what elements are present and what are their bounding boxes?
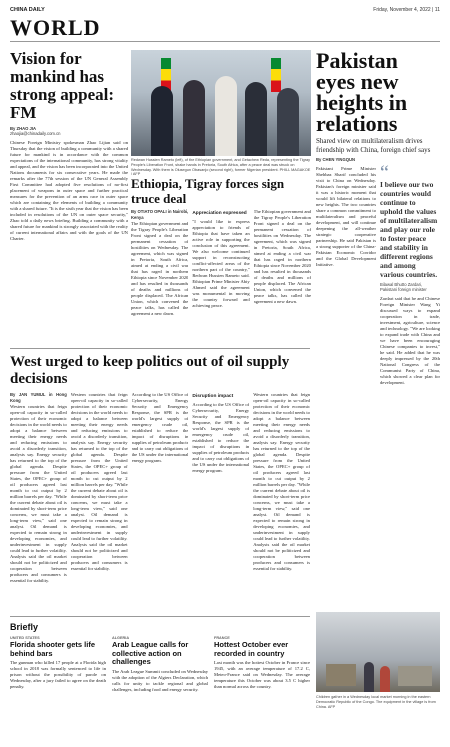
article-body: The Ethiopian government and the Tigray People's Liberation Front signed a deal on the permanent cessation of hostilities on Wednesday. The agreement, which was signed in Pretoria, South Africa, aimed at ending a civil war that has raged in northern Ethiopia since November 2020 and has resulted in thousands of deaths and millions of people displaced. The African Union, which convened the peace talks, has called the agreement a new dawn. [131,221,189,316]
quote-attribution: Bilawal Bhutto Zardari, Pakistani foreign minister [380,282,427,292]
article-byline: By OTIATO OPALI in Nairobi, Kenya [131,209,189,220]
article-column [192,392,249,644]
brief-headline: Florida shooter gets life behind bars [10,640,96,658]
article-body: According to the US Office of Cybersecurity, Energy Security and Emergency Response, the SPR is the world's largest supply of emergency crude oil, established to reduce the impact of disruptions in supplies of petroleum products and to carry out obligations of the US under the international energy program. [131,392,189,463]
article-headline: Vision for mankind has strong appeal: FM [10,49,115,122]
person-figure [183,80,205,156]
article-body: Western countries that feign open-oil capacity in so-called protection of their economic decisions in the world needs to adopt a balance between meeting their energy needs and reducing emissions to avoid a disorderly transition, analysts say. Energy security has returned to the top of the global agenda. Despite pressure from the United States, the OPEC+ group of oil producers agreed last month to cut output by 2 million barrels per day. "While the current debate about oil is dominated by short-term price concerns, we must take a long-term view," said one analyst. Oil demand is expected to remain strong in developing economies, and underinvestment in supply could lead to further volatility. Analysts said the oil market should not be politicized and cooperation between producers and consumers is essential for stability. [253,392,310,571]
article-headline: West urged to keep politics out of oil supply decisions [10,354,290,387]
quote-mark-icon: “ [380,162,389,184]
article-column [253,392,310,644]
brief-body: The gunman who killed 17 people at a Florida high school in 2018 was formally sentenced to life in prison without the possibility of parole on Wednesday, after a jury failed to agree on the death penalty. [10,660,106,689]
date-text: Friday, November 4, 2022 [373,7,431,13]
brief-headline: Hottest October ever recorded in country [214,640,289,658]
article-byline: By ZHAO JIA [10,126,37,131]
section-title: WORLD [10,15,101,40]
person-figure [380,666,390,692]
article-byline: By CHEN YINGQUN [316,157,356,162]
newspaper-logo: CHINA DAILY [10,7,45,13]
brief-kicker: ALGERIA [112,636,130,640]
brief-body: Last month was the hottest October in France since 1945, with an average temperature of 17.2 C, Meteo-France said on Wednesday. The average temperature this October was about 3.5 C higher than normal across the country. [214,660,310,689]
article-body: Chinese Foreign Ministry spokesman Zhao Lijian said on Thursday that the vision of building a community with a shared future for mankind is in accordance with the common expectations of the international community, has strong vitality and appeal, and the vision has been incorporated into the United Nations documents for six consecutive years. He made the remarks after the 77th session of the UN General Assembly First Committee had adopted five resolutions of no-first placement of weapons in outer space and further practical measures for the prevention of an arms race in outer space which are containing the elements of building a community with a shared future. "It is the sixth year that the vision has been included in resolutions of the UN on outer space security," Zhao told a daily news briefing. Building a community with a shared future for mankind is strongly associated with the reality of current international affairs and with the goals of the UN Charter. [10,140,128,241]
pull-quote [380,162,440,292]
news-photo-market [316,612,440,692]
brief-item [10,636,106,747]
briefly-divider [10,616,310,617]
news-photo [131,50,311,156]
article-byline: By JAN YUMUL in Hong Kong [10,392,67,403]
article-body: The Ethiopian government and the Tigray People's Liberation Front signed a deal on the permanent cessation of hostilities on Wednesday. The agreement, which was signed in Pretoria, South Africa, aimed at ending a civil war that has raged in northern Ethiopia since November 2020 and has resulted in thousands of deaths and millions of people displaced. The African Union, which convened the peace talks, has called the agreement a new dawn. [253,209,311,304]
article-column [131,209,188,374]
person-figure [277,88,299,156]
person-figure [245,82,267,156]
article-column [192,209,249,374]
market-stall [326,664,356,686]
article-body: Western countries that feign open-oil capacity in so-called protection of their economic decisions in the world needs to adopt a balance between meeting their energy needs and reducing emissions to avoid a disorderly transition, analysts say. Energy security has returned to the top of the global agenda. Despite pressure from the United States, the OPEC+ group of oil producers agreed last month to cut output by 2 million barrels per day. "While the current debate about oil is dominated by short-term price concerns, we must take a long-term view," said one analyst. Oil demand is expected to remain strong in developing economies, and underinvestment in supply could lead to further volatility. Analysts said the oil market should not be politicized and cooperation between producers and consumers is essential for stability. [10,404,67,583]
article-divider [10,348,310,349]
article-headline: Ethiopia, Tigray forces sign truce deal [131,176,285,206]
person-figure [364,662,374,692]
article-column [254,209,311,374]
flag-icon [271,58,281,92]
article-body: According to the US Office of Cybersecurity, Energy Security and Emergency Response, the SPR is the world's largest supply of emergency crude oil, established to reduce the impact of disruptions in supplies of petroleum products and to carry out obligations of the US under the international energy program. [192,402,250,473]
author-email: zhaojia@chinadaily.com.cn [10,131,61,136]
person-figure [151,86,173,156]
article-ethiopia [131,176,311,374]
brief-item [112,636,208,747]
briefly-section [10,636,310,747]
article-subhead: Disruption impact [192,394,234,399]
article-column [71,392,128,644]
article-body: "I would like to express appreciation to friends of Ethiopia that have taken an active role in supporting the conclusion of this agreement. We also welcome continued support in reconstructing conflict-affected areas of the northern part of the country," Redwan Hussien Rameto said. Ethiopian Prime Minister Abiy Ahmed said the agreement was monumental in moving the country forward and achieving peace. [192,219,250,308]
article-deck: Shared view on multilateralism drives friendship with China, foreign chief says [316,137,431,154]
article-body: Pakistani Prime Minister Shehbaz Sharif concluded his visit to China on Wednesday. Pakistan's foreign minister said it was a historic moment that would lift bilateral relations to new heights. The two countries share a common commitment to multilateralism and peaceful development, and will continue deepening the all-weather strategic cooperative partnership. He said Pakistan is a strong supporter of the China-Pakistan Economic Corridor and the Global Development Initiative. [316,166,376,267]
article-column [132,392,189,644]
photo-caption: Redwan Hussien Rameto (left), of the Ethiopian government, and Getachew Reda, representing the Tigray People's Liberation Front, shake hands in Pretoria, South Africa, after a peace deal was struck on Wednesday. With them is Olusegun Obasanjo (second right), former Nigerian president. PHILL MAGAKOE / AFP [131,158,311,177]
article-headline: Pakistan eyes new heights in relations [316,48,408,136]
issue-date: Friday, November 4, 2022 | 11 [373,7,440,13]
market-stall [398,666,432,686]
article-body: Zardari said that he and Chinese Foreign Minister Wang Yi discussed ways to expand cooperation in trade, investment, agriculture, science and technology. "We are looking to expand trade with China and we have been encouraging Chinese companies to invest," he said. He added that he was deeply impressed by the 20th National Congress of the Communist Party of China, which showed a clear plan for development. [380,296,440,385]
article-body: Western countries that feign open-oil capacity in so-called protection of their economic decisions in the world needs to adopt a balance between meeting their energy needs and reducing emissions to avoid a disorderly transition, analysts say. Energy security has returned to the top of the global agenda. Despite pressure from the United States, the OPEC+ group of oil producers agreed last month to cut output by 2 million barrels per day. "While the current debate about oil is dominated by short-term price concerns, we must take a long-term view," said one analyst. Oil demand is expected to remain strong in developing economies, and underinvestment in supply could lead to further volatility. Analysts said the oil market should not be politicized and cooperation between producers and consumers is essential for stability. [70,392,128,571]
brief-body: The Arab League Summit concluded on Wednesday with the adoption of the Algiers Declaration, which calls for unity to tackle regional and global challenges, including food and energy security. [112,668,208,692]
brief-kicker: UNITED STATES [10,636,40,640]
article-subhead: Appreciation expressed [192,211,247,216]
person-figure [215,76,237,156]
quote-text: I believe our two countries would continue to uphold the values of multilateralism and play our role to foster peace and stability in different regions and among various countries. [380,180,438,279]
photo-caption: Children gather in a Wednesday local market morning in the eastern Democratic Republic of the Congo. The equipment in the village is from China. AFP [316,695,436,709]
article-column [10,392,67,644]
article-west [10,354,310,644]
section-divider [10,41,440,42]
page-number: 11 [434,7,440,13]
article-pakistan [316,50,440,406]
briefly-label: Briefly [10,622,39,632]
brief-headline: Arab League calls for collective action on challenges [112,640,189,666]
brief-kicker: FRANCE [214,636,230,640]
brief-item [214,636,310,747]
